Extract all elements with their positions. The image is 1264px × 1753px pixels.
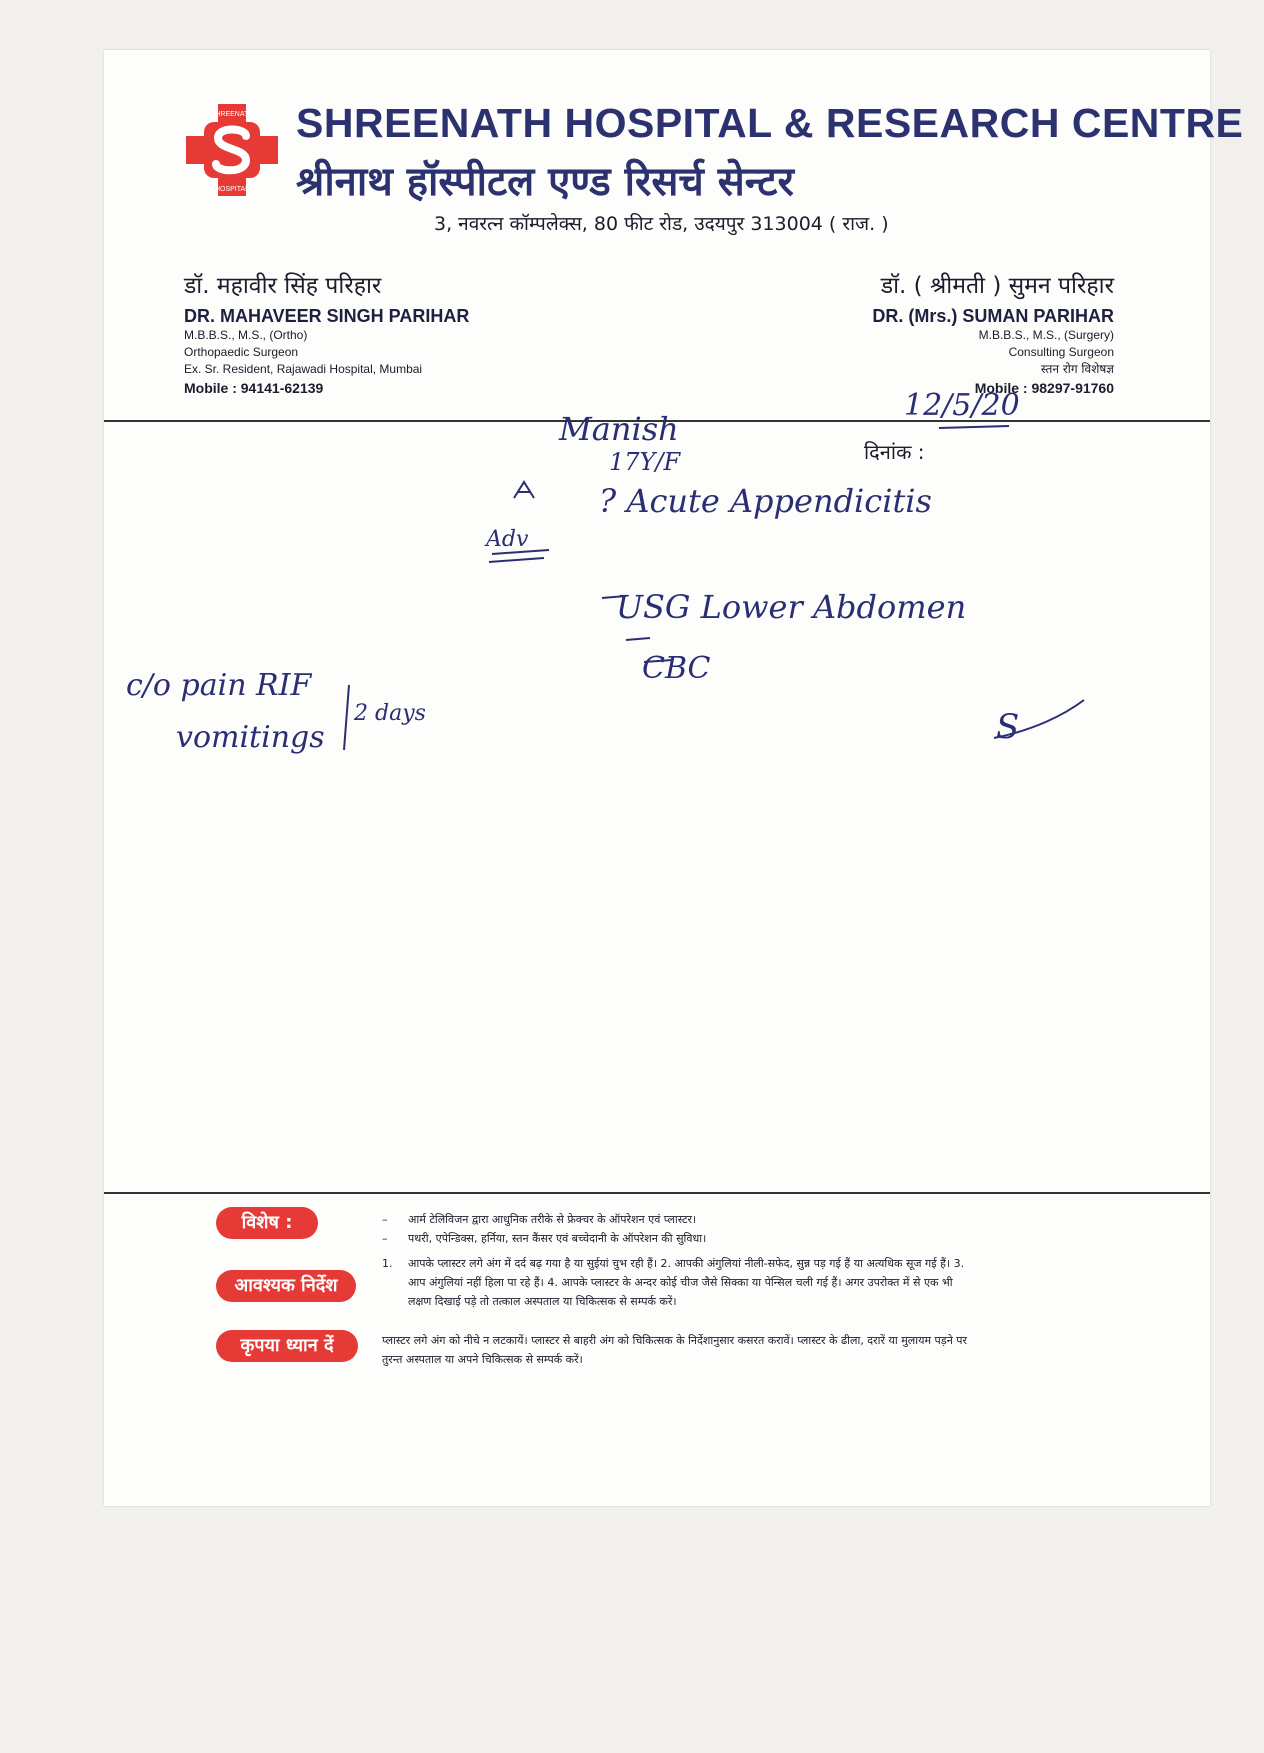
diagnosis-marker [514, 482, 534, 498]
footer-divider [104, 1192, 1210, 1194]
doctor-right-role: Consulting Surgeon [1008, 345, 1114, 359]
doctor-right-name-hindi: डॉ. ( श्रीमती ) सुमन परिहार [880, 273, 1114, 299]
doctor-left-role: Orthopaedic Surgeon [184, 345, 299, 359]
instructions-text: आपके प्लास्टर लगे अंग में दर्द बढ़ गया है या सुईयां चुभ रही हैं। 2. आपकी अंगुलियां नीली-सफेद, सुन्न पड़ गई हैं या अत्यधिक सूज गई हैं। 3. आप अंगुलियां नहीं हिला पा रहे हैं। 4. आपके प्लास्टर के अन्दर कोई चीज जैसे सिक्का या पेन्सिल चली गई हैं। अगर उपरोक्त में से एक भी लक्षण दिखाई पड़े तो तत्काल अस्पताल या चिकित्सक से सम्पर्क करें। [408, 1257, 965, 1308]
handwritten-advice: Adv [486, 527, 529, 552]
footer-notes [382, 1210, 974, 1311]
handwritten-investigation-cbc: CBC [642, 651, 711, 686]
hospital-address: 3, नवरत्न कॉम्पलेक्स, 80 फीट रोड, उदयपुर 313004 ( राज. ) [434, 213, 889, 235]
prescription-sheet [104, 50, 1244, 1506]
bullet-dash: – [382, 1232, 388, 1245]
doctor-left-name-english: DR. MAHAVEER SINGH PARIHAR [184, 306, 470, 326]
doctor-left-extra: Ex. Sr. Resident, Rajawadi Hospital, Mumbai [184, 362, 423, 376]
instruction-number: 1. [382, 1257, 393, 1270]
special-item [382, 1229, 974, 1248]
doctor-left-name-hindi: डॉ. महावीर सिंह परिहार [184, 273, 382, 299]
date-underline [939, 426, 1009, 428]
handwritten-investigation-usg: USG Lower Abdomen [616, 588, 967, 626]
handwritten-complaints-line1: c/o pain RIF [126, 668, 312, 703]
label-special: विशेष : [216, 1207, 318, 1239]
label-attention: कृपया ध्यान दें [216, 1330, 358, 1362]
handwritten-duration: 2 days [354, 701, 426, 726]
handwritten-diagnosis: ? Acute Appendicitis [599, 482, 932, 520]
label-instructions: आवश्यक निर्देश [216, 1270, 356, 1302]
date-label: दिनांक : [864, 440, 925, 464]
bullet-dash: – [382, 1213, 388, 1226]
handwritten-patient-age-sex: 17Y/F [609, 448, 681, 476]
doctor-left-qualification: M.B.B.S., M.S., (Ortho) [184, 328, 308, 342]
doctor-right-mobile: Mobile : 98297-91760 [974, 380, 1114, 396]
handwritten-patient-name: Manish [559, 410, 679, 448]
doctor-right-qualification: M.B.B.S., M.S., (Surgery) [978, 328, 1114, 342]
special-item-text: आर्म टेलिविजन द्वारा आधुनिक तरीके से फ्रेक्चर के ऑपरेशन एवं प्लास्टर। [408, 1213, 697, 1226]
handwritten-signature: S [996, 707, 1020, 747]
doctor-left-mobile: Mobile : 94141-62139 [184, 380, 324, 396]
handwritten-date: 12/5/20 [904, 388, 1020, 423]
handwritten-complaints-line2: vomitings [176, 720, 325, 755]
attention-text: प्लास्टर लगे अंग को नीचे न लटकायें। प्लास्टर से बाहरी अंग को चिकित्सक के निर्देशानुसार कसरत करावें। प्लास्टर के ढीला, दरारें या मुलायम पड़ने पर तुरन्त अस्पताल या अपने चिकित्सक से सम्पर्क करें। [382, 1334, 968, 1366]
hospital-name-hindi: श्रीनाथ हॉस्पीटल एण्ड रिसर्च सेन्टर [296, 159, 794, 205]
logo-text-top: SHREENATH [210, 111, 254, 118]
complaints-separator [344, 685, 349, 750]
special-item [382, 1210, 974, 1229]
logo-text-bottom: HOSPITAL [214, 186, 250, 193]
doctor-right-name-english: DR. (Mrs.) SUMAN PARIHAR [872, 306, 1114, 326]
hospital-name-english: SHREENATH HOSPITAL & RESEARCH CENTRE [296, 100, 1244, 146]
doctor-right-extra: स्तन रोग विशेषज्ञ [1040, 362, 1114, 376]
instructions-item [382, 1254, 974, 1311]
special-item-text: पथरी, एपेन्डिक्स, हर्निया, स्तन कैंसर एवं बच्चेदानी के ऑपरेशन की सुविधा। [408, 1232, 707, 1245]
